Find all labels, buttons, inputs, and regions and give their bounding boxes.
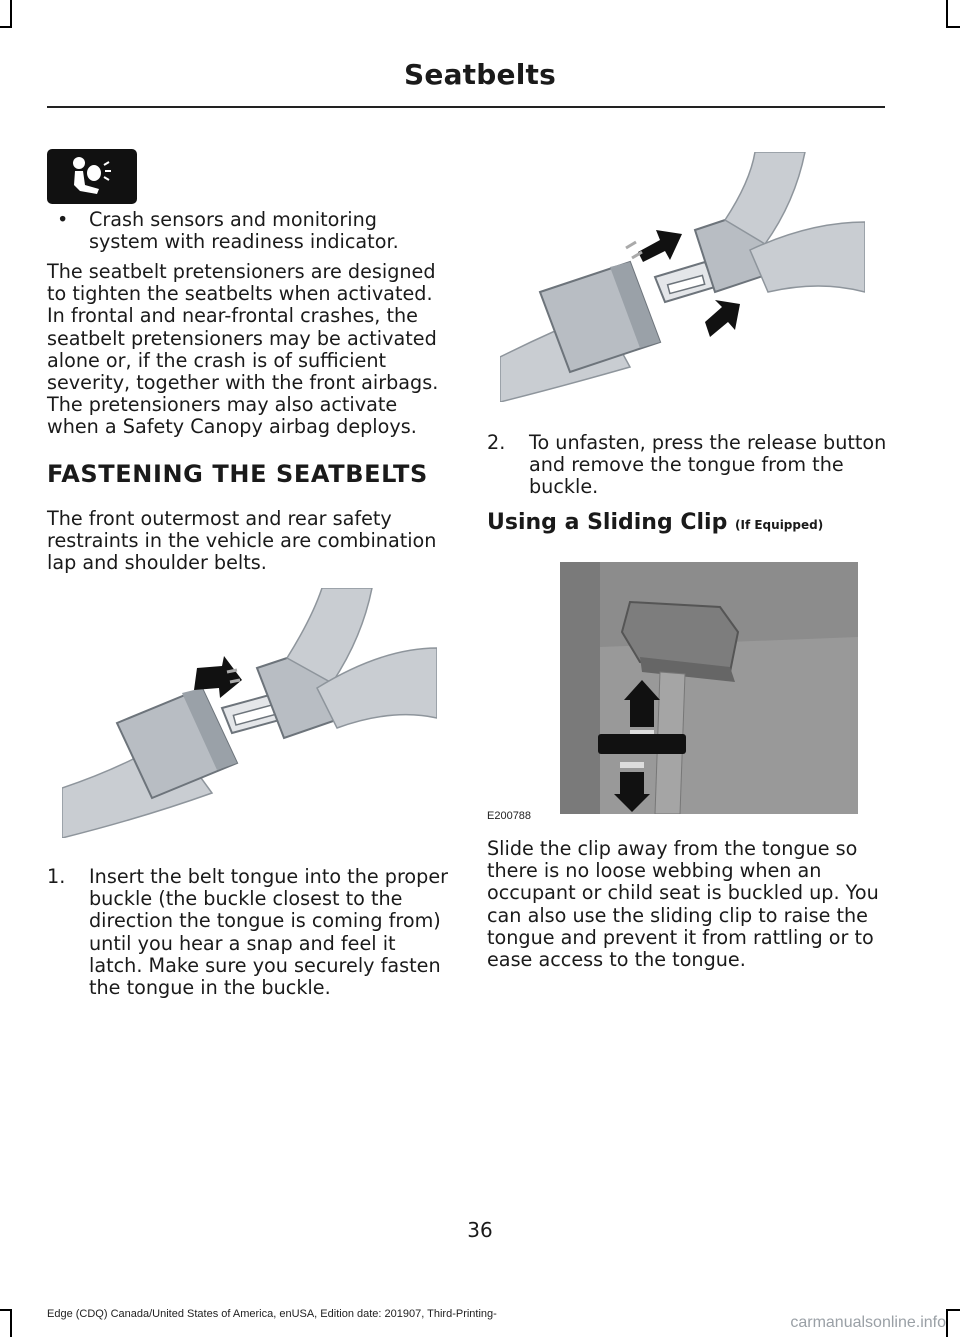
- unfastening-illustration: [500, 152, 865, 402]
- sliding-clip-illustration: [560, 562, 858, 814]
- belt-type-paragraph: The front outermost and rear safety restraints in the vehicle are combination lap and shoulder belts.: [47, 507, 437, 575]
- crop-mark: [946, 26, 960, 28]
- bullet-text: Crash sensors and monitoring system with readiness indicator.: [89, 208, 399, 254]
- page-title: Seatbelts: [404, 58, 556, 91]
- step-number: 1.: [47, 865, 66, 888]
- crop-mark: [946, 0, 948, 28]
- section-heading: FASTENING THE SEATBELTS: [47, 460, 428, 488]
- bullet-item: [47, 209, 452, 253]
- crop-mark: [946, 1309, 960, 1311]
- step-text: To unfasten, press the release button and remove the tongue from the buckle.: [529, 431, 887, 499]
- crop-mark: [10, 0, 12, 28]
- sub-heading-text: Using a Sliding Clip: [487, 510, 728, 535]
- step-number: 2.: [487, 431, 506, 454]
- step-text: Insert the belt tongue into the proper buckle (the buckle closest to the direction the tongue is coming from) until you hear a snap and feel it latch. Make sure you securely fasten the tongue in the buckle.: [89, 865, 449, 1000]
- crop-mark: [10, 1309, 12, 1337]
- sub-heading-note: (If Equipped): [735, 518, 824, 532]
- pretensioner-paragraph: The seatbelt pretensioners are designed to tighten the seatbelts when activated. In frontal and near-frontal crashes, the seatbelt pretensioners may be activated alone or, if the crash is of sufficient severity, together with the front airbags. The pretensioners may also activate when a Safety Canopy airbag deploys.: [47, 260, 439, 439]
- bullet-mark: •: [57, 208, 69, 231]
- step-2: [487, 432, 887, 499]
- sliding-clip-paragraph: Slide the clip away from the tongue so there is no loose webbing when an occupant or child seat is buckled up. You can also use the sliding clip to raise the tongue and prevent it from rattling or to ease access to the tongue.: [487, 837, 879, 972]
- watermark: carmanualsonline.info: [790, 1314, 946, 1331]
- sub-heading: [487, 510, 887, 535]
- airbag-warning-icon: [47, 149, 137, 204]
- crop-mark: [946, 1309, 948, 1337]
- fastening-illustration: [62, 588, 437, 838]
- crop-mark: [0, 1309, 12, 1311]
- step-1: [47, 866, 452, 999]
- header-divider: [47, 106, 885, 108]
- edition-text: Edge (CDQ) Canada/United States of America, enUSA, Edition date: 201907, Third-Printing-: [47, 1308, 497, 1320]
- crop-mark: [0, 26, 12, 28]
- figure-label: E200788: [487, 810, 532, 822]
- page-number: 36: [467, 1218, 493, 1242]
